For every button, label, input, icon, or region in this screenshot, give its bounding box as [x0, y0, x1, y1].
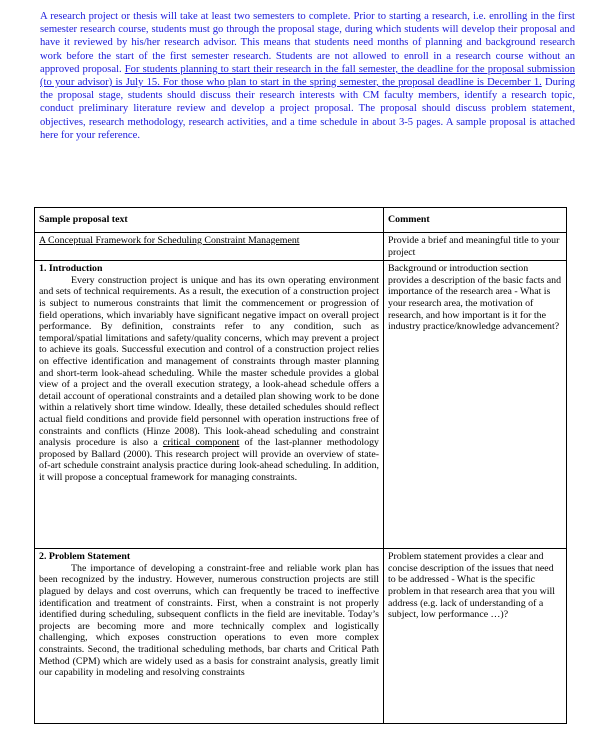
comment-title: Provide a brief and meaningful title to your project	[388, 235, 560, 258]
comment-cell-introduction	[384, 261, 567, 549]
comment-cell-problem-statement	[384, 549, 567, 724]
comment-introduction: Background or introduction section provides a description of the basic facts and importance of the research area - What is your research area, the motivation of research, and how important is it for the industry practice/knowledge advancement?	[388, 263, 562, 333]
proposal-title-cell	[35, 233, 384, 261]
problem-statement-cell	[35, 549, 384, 724]
problem-statement-heading: 2. Problem Statement	[39, 551, 131, 563]
header-sample-proposal-text: Sample proposal text	[35, 208, 384, 233]
table-row-introduction	[35, 261, 567, 549]
proposal-table	[34, 207, 567, 724]
comment-cell-title	[384, 233, 567, 261]
introduction-critical-component: critical component	[162, 437, 240, 449]
introduction-text-2: of the last-planner methodology proposed by Ballard (2000). This research project will provide an overview of state-of-art schedule constraint analysis practice during look-ahead scheduling. In addition, it will propose a conceptual framework for managing constraints.	[39, 437, 379, 483]
proposal-title: A Conceptual Framework for Scheduling Constraint Management	[39, 235, 300, 246]
table-row-problem-statement	[35, 549, 567, 724]
introduction-cell	[35, 261, 384, 549]
comment-problem-statement: Problem statement provides a clear and concise description of the issues that need to be addressed - What is the specific problem in that research area that you will address (e.g. lack of understanding of a subject, low performance …)?	[388, 551, 555, 621]
intro-deadline-text: For students planning to start their research in the fall semester, the deadline for the proposal submission (to your advisor) is July 15. For those who plan to start in the spring semester, the proposal deadline is December 1.	[40, 63, 575, 89]
header-comment: Comment	[384, 208, 567, 233]
intro-text-2: During the proposal stage, students should discuss their research interests with CM faculty members, identify a research topic, conduct preliminary literature review and develop a project proposal. The proposal should discuss problem statement, objectives, research methodology, research activities, and a time schedule in about 3-5 pages. A sample proposal is attached here for your reference.	[40, 77, 575, 141]
intro-paragraph	[40, 10, 575, 142]
introduction-heading: 1. Introduction	[39, 263, 103, 275]
table-header-row	[35, 208, 567, 233]
intro-text-1: A research project or thesis will take at least two semesters to complete. Prior to starting a research, i.e. enrolling in the first semester research course, students must go through the proposal stage, during which students will develop their proposal and have it reviewed by his/her research advisor. This means that students need months of planning and background research work before the start of the first semester research. Students are not allowed to enroll in a research course without an approved proposal.	[40, 11, 575, 75]
problem-statement-paragraph: The importance of developing a constraint-free and reliable work plan has been recognized by the industry. However, numerous construction projects are still plagued by delays and cost overruns, which can frequently be traced to ineffective identification and treatment of constraints. First, when a constraint is not properly identified during scheduling, subsequent conflicts in the field are inevitable. Today’s projects are becoming more and more technically complex and logistically challenging, which exposes construction operations to even more complex constraints. Second, the traditional scheduling methods, bar charts and Critical Path Method (CPM) which are widely used as a basis for constraint analysis, greatly limit our capability in modeling and resolving constraints	[39, 562, 379, 679]
table-row-title	[35, 233, 567, 261]
introduction-paragraph	[39, 275, 379, 484]
introduction-text-1: Every construction project is unique and has its own operating environment and sets of technical requirements. As a result, the execution of a construction project is subject to numerous constraints that limit the commencement or progression of field operations, which invariably have significant negative impact on overall project performance. By definition, constraints refer to any condition, such as temporal/spatial limitations and safety/quality concerns, which may prevent a project to achieve its goals. Successful execution and control of a construction project relies on effective identification and management of constraints through master planning and short-term look-ahead scheduling. While the master schedule provides a global view of a project and the overall execution strategy, a look-ahead schedule offers a detail account of operational constraints and a detailed plan showing work to be done within a relatively short time window. Ideally, these detailed schedules should reflect actual field conditions and provide field personnel with operation instructions free of constraints and conflicts (Hinze 2008). This look-ahead scheduling and constraint analysis procedure is also a	[39, 274, 379, 449]
